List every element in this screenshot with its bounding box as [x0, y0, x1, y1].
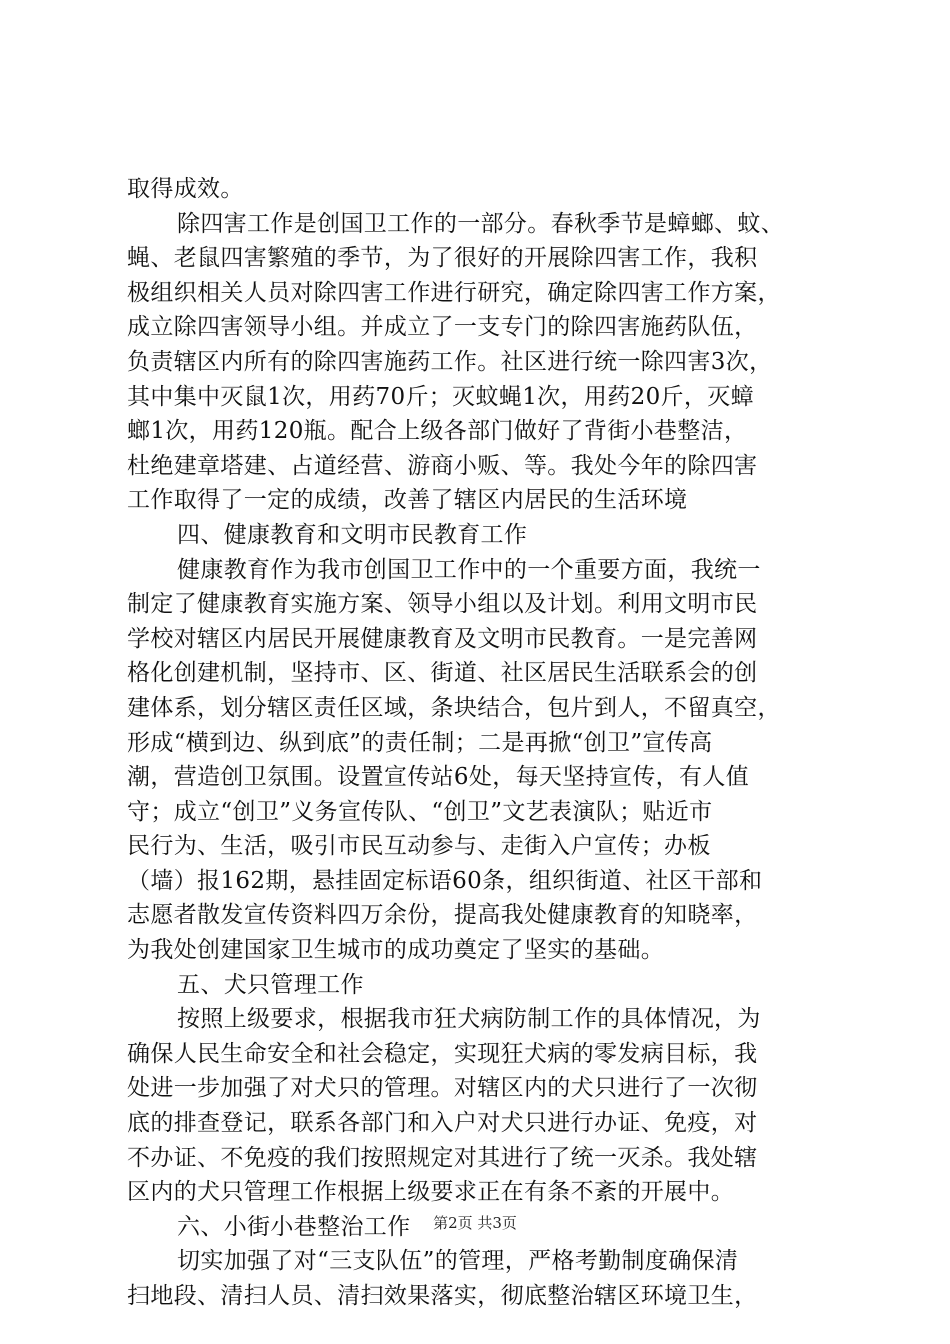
text-line: 为我处创建国家卫生城市的成功奠定了坚实的基础。: [127, 937, 665, 964]
section-heading: 四、健康教育和文明市民教育工作: [177, 521, 528, 548]
text-line: 工作取得了一定的成绩，改善了辖区内居民的生活环境: [127, 487, 688, 514]
paragraph-start: 切实加强了对“三支队伍”的管理，严格考勤制度确保清: [177, 1248, 739, 1275]
document-body: [127, 172, 847, 1314]
text-line: 不办证、不免疫的我们按照规定对其进行了统一灭杀。我处辖: [127, 1144, 758, 1171]
paragraph-start: 健康教育作为我市创国卫工作中的一个重要方面，我统一: [177, 556, 761, 583]
text-line: 杜绝建章塔建、占道经营、游商小贩、等。我处今年的除四害: [127, 452, 758, 479]
paragraph-start: 除四害工作是创国卫工作的一部分。春秋季节是蟑螂、蚊、: [177, 210, 785, 237]
text-line: 底的排查登记，联系各部门和入户对犬只进行办证、免疫，对: [127, 1110, 758, 1137]
text-line: （墙）报162期，悬挂固定标语60条，组织街道、社区干部和: [127, 867, 763, 894]
text-line: 负责辖区内所有的除四害施药工作。社区进行统一除四害3次，: [127, 348, 773, 375]
text-line: 其中集中灭鼠1次，用药70斤；灭蚊蝇1次，用药20斤，灭蟑: [127, 383, 754, 410]
text-line: 螂1次，用药120瓶。配合上级各部门做好了背街小巷整洁，: [127, 418, 748, 445]
text-line: 成立除四害领导小组。并成立了一支专门的除四害施药队伍，: [127, 314, 758, 341]
paragraph-start: 按照上级要求，根据我市狂犬病防制工作的具体情况，为: [177, 1006, 761, 1033]
text-line: 确保人民生命安全和社会稳定，实现狂犬病的零发病目标，我: [127, 1040, 758, 1067]
text-line: 学校对辖区内居民开展健康教育及文明市民教育。一是完善网: [127, 625, 758, 652]
text-line: 志愿者散发宣传资料四万余份，提高我处健康教育的知晓率，: [127, 902, 758, 929]
text-line: 民行为、生活，吸引市民互动参与、走街入户宣传；办板: [127, 833, 711, 860]
text-line: 形成“横到边、纵到底”的责任制；二是再掀“创卫”宣传高: [127, 729, 713, 756]
text-line: 取得成效。: [127, 176, 244, 202]
text-line: 守；成立“创卫”义务宣传队、“创卫”文艺表演队；贴近市: [127, 798, 713, 825]
section-heading: 五、犬只管理工作: [177, 971, 364, 998]
text-line: 潮，营造创卫氛围。设置宣传站6处，每天坚持宣传，有人值: [127, 764, 750, 791]
page-number-footer: 第2页 共3页: [433, 1214, 517, 1232]
text-line: 格化创建机制，坚持市、区、街道、社区居民生活联系会的创: [127, 660, 758, 687]
text-line: 扫地段、清扫人员、清扫效果落实，彻底整治辖区环境卫生，: [127, 1283, 758, 1309]
section-heading: 六、小街小巷整治工作: [177, 1213, 411, 1240]
text-line: 处进一步加强了对犬只的管理。对辖区内的犬只进行了一次彻: [127, 1075, 758, 1102]
text-line: 区内的犬只管理工作根据上级要求正在有条不紊的开展中。: [127, 1179, 735, 1206]
text-line: 建体系，划分辖区责任区域，条块结合，包片到人，不留真空，: [127, 694, 781, 721]
text-line: 蝇、老鼠四害繁殖的季节，为了很好的开展除四害工作，我积: [127, 245, 758, 272]
text-line: 极组织相关人员对除四害工作进行研究，确定除四害工作方案，: [127, 279, 781, 306]
text-line: 制定了健康教育实施方案、领导小组以及计划。利用文明市民: [127, 591, 758, 618]
